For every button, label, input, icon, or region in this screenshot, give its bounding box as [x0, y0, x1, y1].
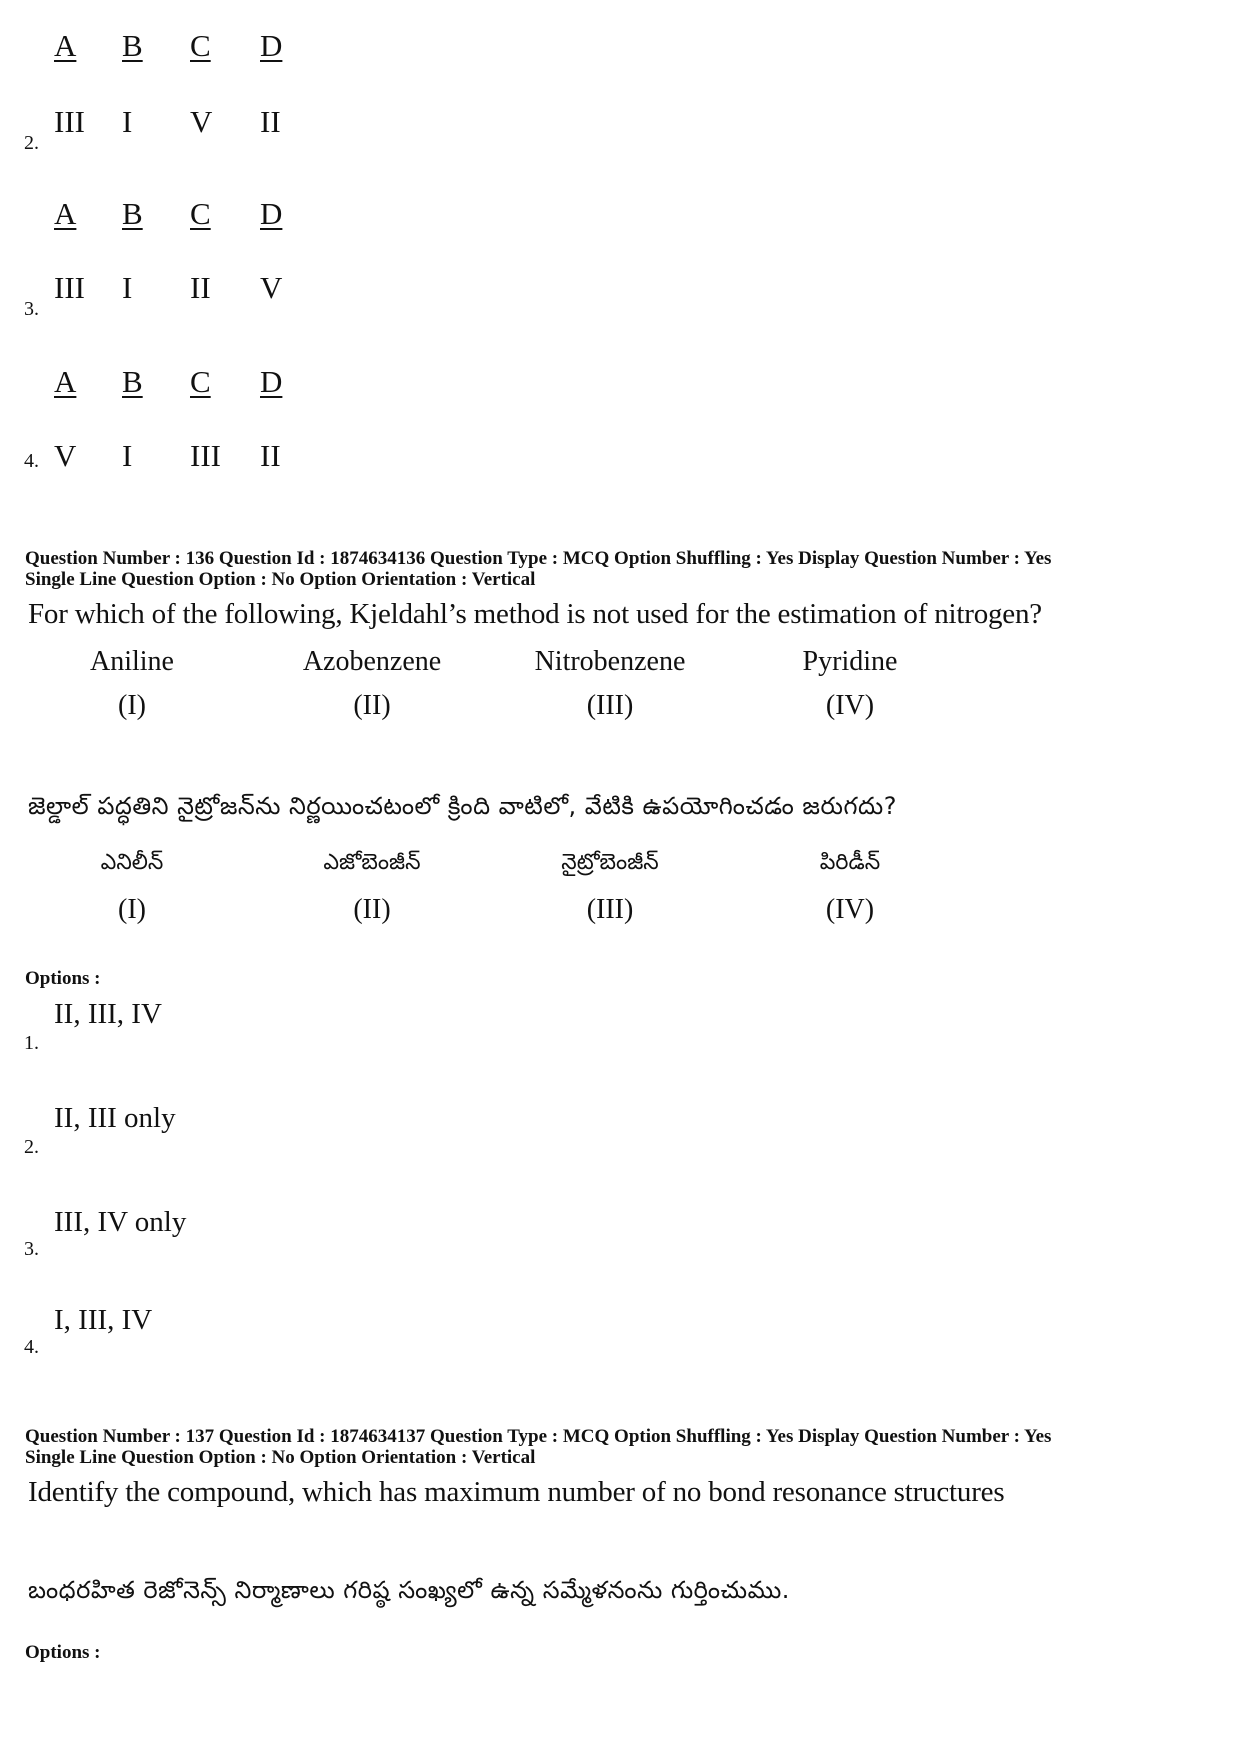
option-number: 4. — [24, 1336, 39, 1358]
grid-header-cell: C — [190, 364, 211, 399]
question-136-meta-line2: Single Line Question Option : No Option Orientation : Vertical — [25, 569, 536, 590]
compound-en: Nitrobenzene — [534, 646, 686, 677]
grid-value-cell: I — [122, 270, 133, 305]
option-number: 3. — [24, 298, 39, 320]
question-137-meta-line1: Question Number : 137 Question Id : 1874634137 Question Type : MCQ Option Shuffling : Yes Display Question Number : Yes — [25, 1426, 1052, 1447]
option-number: 2. — [24, 132, 39, 154]
option-number: 1. — [24, 1032, 39, 1054]
compound-label: (III) — [586, 690, 634, 721]
grid-header-cell: A — [54, 364, 77, 399]
grid-header-cell: B — [122, 364, 143, 399]
compound-te: ఎనిలీన్ — [100, 850, 164, 875]
option-text[interactable]: II, III, IV — [54, 998, 162, 1030]
question-136-text-en: For which of the following, Kjeldahl’s method is not used for the estimation of nitrogen? — [28, 598, 1042, 630]
option-number: 2. — [24, 1136, 39, 1158]
question-137-text-en: Identify the compound, which has maximum number of no bond resonance structures — [28, 1476, 1005, 1508]
grid-value-cell: I — [122, 104, 133, 139]
question-137-meta — [25, 1426, 1051, 1468]
question-136-meta-line1: Question Number : 136 Question Id : 1874634136 Question Type : MCQ Option Shuffling : Yes Display Question Number : Yes — [25, 548, 1052, 569]
option-number: 3. — [24, 1238, 39, 1260]
grid-value-cell: III — [54, 270, 85, 305]
compound-en: Pyridine — [802, 646, 898, 677]
grid-value-cell: I — [122, 438, 133, 473]
option-text[interactable]: III, IV only — [54, 1206, 187, 1238]
grid-value-cell: V — [260, 270, 283, 305]
grid-value-cell: II — [190, 270, 211, 305]
grid-header-cell: D — [260, 196, 283, 231]
grid-header-cell: D — [260, 28, 283, 63]
option-text[interactable]: II, III only — [54, 1102, 176, 1134]
question-137-meta-line2: Single Line Question Option : No Option Orientation : Vertical — [25, 1447, 536, 1468]
compound-en: Aniline — [90, 646, 174, 677]
compound-label: (I) — [118, 690, 146, 721]
compound-te: పిరిడీన్ — [819, 850, 881, 875]
option-number: 4. — [24, 450, 39, 472]
compound-label: (II) — [353, 894, 391, 925]
grid-header-cell: C — [190, 196, 211, 231]
grid-value-cell: III — [54, 104, 85, 139]
compound-label: (III) — [586, 894, 634, 925]
grid-value-cell: V — [54, 438, 77, 473]
option-text[interactable]: I, III, IV — [54, 1304, 153, 1336]
grid-value-cell: III — [190, 438, 221, 473]
options-label: Options : — [25, 968, 101, 989]
compound-te: ఎజోబెంజీన్ — [323, 850, 421, 875]
grid-header-cell: A — [54, 28, 77, 63]
grid-header-cell: A — [54, 196, 77, 231]
grid-header-cell: C — [190, 28, 211, 63]
grid-value-cell: II — [260, 104, 281, 139]
grid-header-cell: D — [260, 364, 283, 399]
compound-label: (I) — [118, 894, 146, 925]
question-136-text-te: జెల్డాల్ పద్ధతిని నైట్రోజన్‌ను నిర్ణయించటంలో క్రింది వాటిలో, వేటికి ఉపయోగించడం జరుగదు? — [28, 792, 897, 820]
compound-label: (II) — [353, 690, 391, 721]
grid-header-cell: B — [122, 28, 143, 63]
question-136-meta — [25, 548, 1051, 590]
compound-label: (IV) — [825, 690, 875, 721]
options-label: Options : — [25, 1642, 101, 1663]
grid-header-cell: B — [122, 196, 143, 231]
compound-te: నైట్రోబెంజీన్ — [561, 850, 659, 875]
grid-value-cell: II — [260, 438, 281, 473]
compound-en: Azobenzene — [302, 646, 442, 677]
compound-label: (IV) — [825, 894, 875, 925]
question-137-text-te: బంధరహిత రెజోనెన్స్ నిర్మాణాలు గరిష్ఠ సంఖ్యలో ఉన్న సమ్మేళనంను గుర్తించుము. — [28, 1576, 790, 1604]
grid-value-cell: V — [190, 104, 213, 139]
